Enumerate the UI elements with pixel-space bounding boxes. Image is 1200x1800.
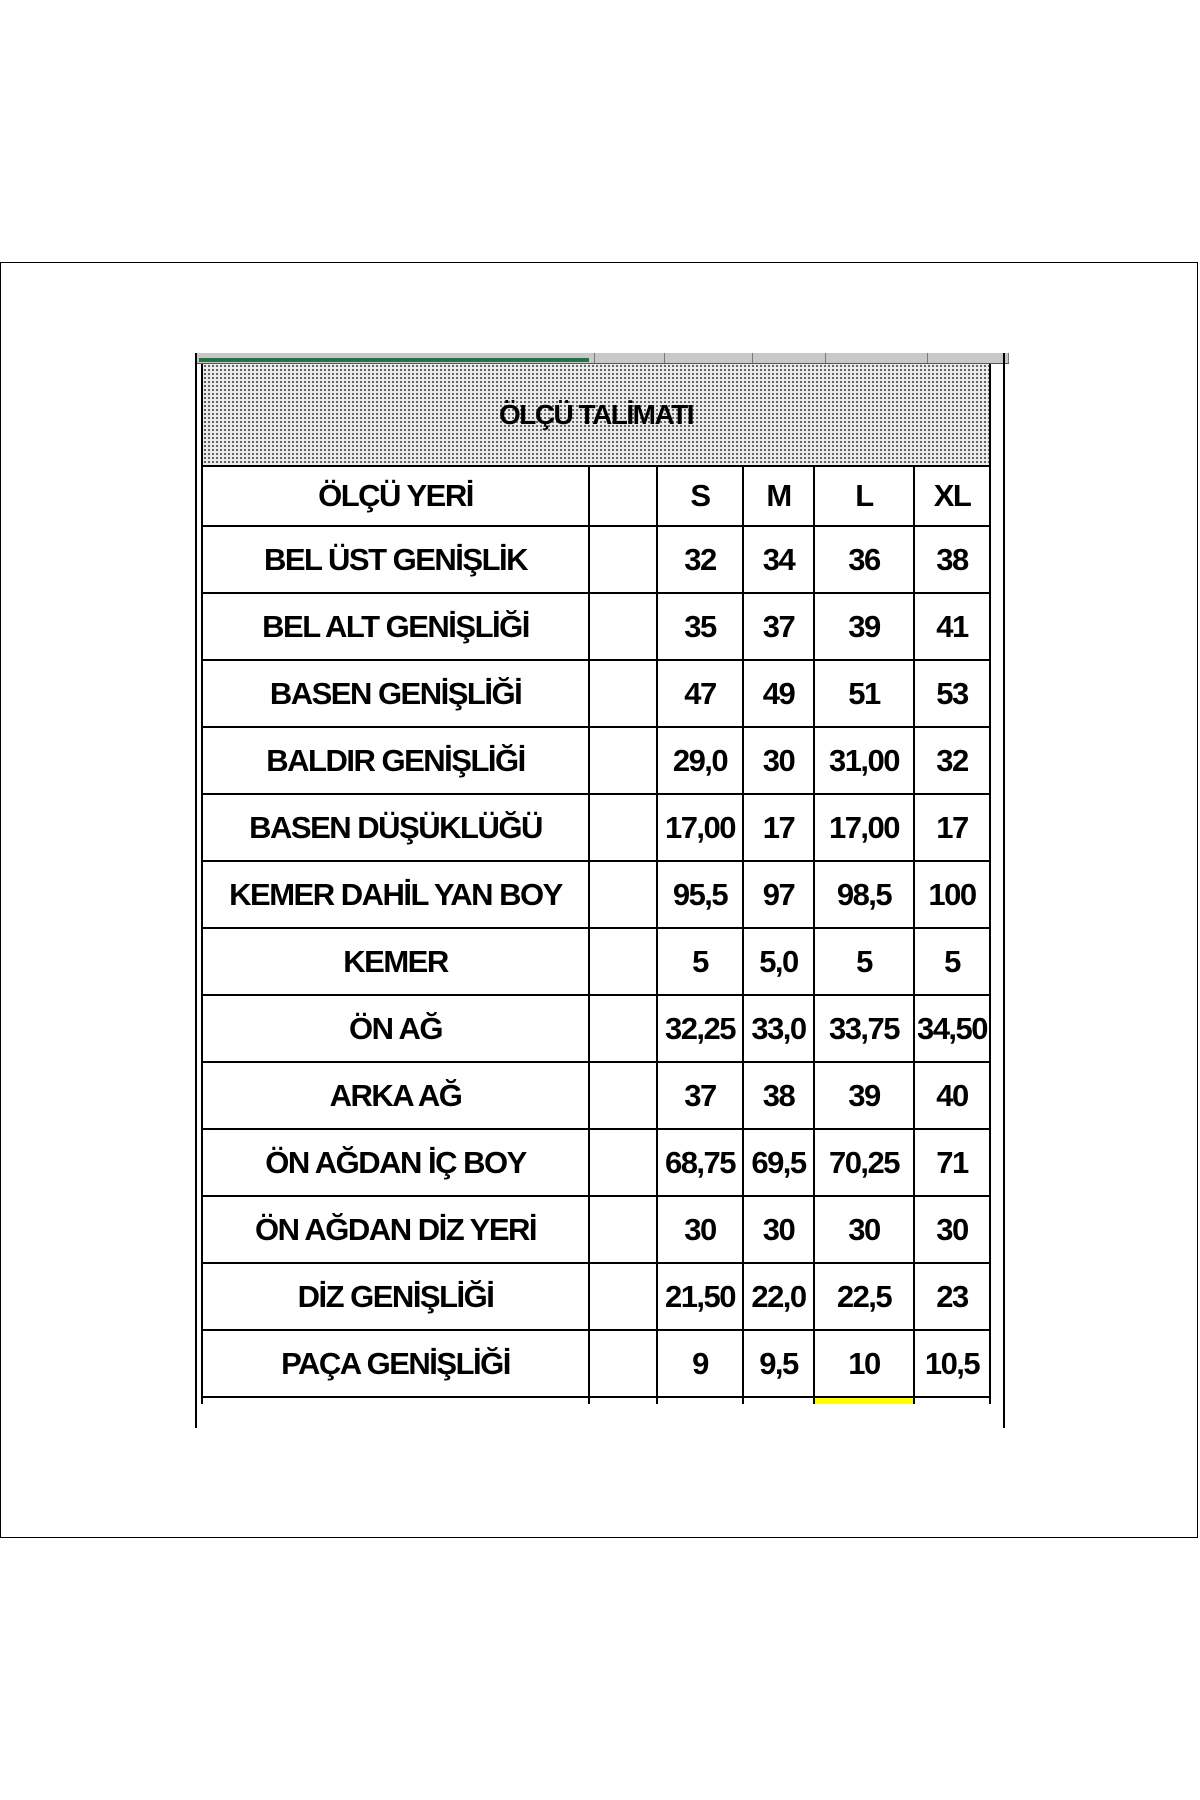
table-row xyxy=(202,1062,990,1129)
value-cell-s[interactable]: 30 xyxy=(657,1196,743,1263)
row-label-cell[interactable]: ÖN AĞDAN DİZ YERİ xyxy=(202,1196,589,1263)
empty-cell[interactable] xyxy=(589,1263,657,1330)
value-cell-xl[interactable]: 53 xyxy=(914,660,990,727)
partial-cell[interactable] xyxy=(589,1397,657,1404)
table-row xyxy=(202,1263,990,1330)
value-cell-m[interactable]: 34 xyxy=(743,526,814,593)
value-cell-m[interactable]: 37 xyxy=(743,593,814,660)
empty-cell[interactable] xyxy=(589,861,657,928)
value-cell-m[interactable]: 33,0 xyxy=(743,995,814,1062)
column-header[interactable] xyxy=(928,353,1009,363)
spreadsheet-view xyxy=(195,353,1009,1428)
value-cell-l[interactable]: 17,00 xyxy=(814,794,914,861)
partial-row xyxy=(202,1397,990,1404)
table-row xyxy=(202,660,990,727)
value-cell-l[interactable]: 39 xyxy=(814,593,914,660)
value-cell-l[interactable]: 70,25 xyxy=(814,1129,914,1196)
table-row xyxy=(202,1330,990,1397)
value-cell-m[interactable]: 30 xyxy=(743,727,814,794)
value-cell-s[interactable]: 32,25 xyxy=(657,995,743,1062)
row-label-cell[interactable]: BALDIR GENİŞLİĞİ xyxy=(202,727,589,794)
row-label-cell[interactable]: ARKA AĞ xyxy=(202,1062,589,1129)
value-cell-l[interactable]: 31,00 xyxy=(814,727,914,794)
column-header-strip xyxy=(195,353,1009,364)
table-row xyxy=(202,1129,990,1196)
partial-cell[interactable] xyxy=(202,1397,589,1404)
row-label-cell[interactable]: ÖN AĞ xyxy=(202,995,589,1062)
value-cell-xl[interactable]: 10,5 xyxy=(914,1330,990,1397)
empty-cell[interactable] xyxy=(589,593,657,660)
value-cell-xl[interactable]: 30 xyxy=(914,1196,990,1263)
row-label-cell[interactable]: BASEN GENİŞLİĞİ xyxy=(202,660,589,727)
value-cell-l[interactable]: 30 xyxy=(814,1196,914,1263)
value-cell-l[interactable]: 36 xyxy=(814,526,914,593)
table-row xyxy=(202,995,990,1062)
value-cell-m[interactable]: 22,0 xyxy=(743,1263,814,1330)
value-cell-l[interactable]: 51 xyxy=(814,660,914,727)
value-cell-s[interactable]: 29,0 xyxy=(657,727,743,794)
empty-cell[interactable] xyxy=(589,995,657,1062)
highlighted-cell[interactable] xyxy=(814,1397,914,1404)
table-title: ÖLÇÜ TALİMATI xyxy=(498,398,694,430)
value-cell-m[interactable]: 38 xyxy=(743,1062,814,1129)
table-row xyxy=(202,1196,990,1263)
header-row xyxy=(202,466,990,526)
value-cell-m[interactable]: 69,5 xyxy=(743,1129,814,1196)
table-row xyxy=(202,861,990,928)
value-cell-s[interactable]: 17,00 xyxy=(657,794,743,861)
row-label-cell[interactable]: DİZ GENİŞLİĞİ xyxy=(202,1263,589,1330)
partial-cell[interactable] xyxy=(914,1397,990,1404)
value-cell-m[interactable]: 9,5 xyxy=(743,1330,814,1397)
value-cell-l[interactable]: 98,5 xyxy=(814,861,914,928)
table-row xyxy=(202,593,990,660)
value-cell-l[interactable]: 22,5 xyxy=(814,1263,914,1330)
header-measurement-cell[interactable]: ÖLÇÜ YERİ xyxy=(202,466,589,526)
row-label-cell[interactable]: PAÇA GENİŞLİĞİ xyxy=(202,1330,589,1397)
header-size-l[interactable]: L xyxy=(814,466,914,526)
value-cell-l[interactable]: 39 xyxy=(814,1062,914,1129)
empty-cell[interactable] xyxy=(589,1196,657,1263)
value-cell-xl[interactable]: 32 xyxy=(914,727,990,794)
empty-cell[interactable] xyxy=(589,526,657,593)
row-label-cell[interactable]: KEMER DAHİL YAN BOY xyxy=(202,861,589,928)
value-cell-s[interactable]: 95,5 xyxy=(657,861,743,928)
value-cell-s[interactable]: 5 xyxy=(657,928,743,995)
column-header[interactable] xyxy=(753,353,826,363)
value-cell-m[interactable]: 17 xyxy=(743,794,814,861)
value-cell-m[interactable]: 97 xyxy=(743,861,814,928)
table-row xyxy=(202,794,990,861)
header-size-m[interactable]: M xyxy=(743,466,814,526)
partial-cell[interactable] xyxy=(743,1397,814,1404)
empty-cell[interactable] xyxy=(589,794,657,861)
column-header[interactable] xyxy=(595,353,665,363)
header-size-xl[interactable]: XL xyxy=(914,466,990,526)
value-cell-xl[interactable]: 23 xyxy=(914,1263,990,1330)
table-row xyxy=(202,727,990,794)
value-cell-xl[interactable]: 41 xyxy=(914,593,990,660)
row-label-cell[interactable]: BEL ÜST GENİŞLİK xyxy=(202,526,589,593)
value-cell-s[interactable]: 68,75 xyxy=(657,1129,743,1196)
value-cell-l[interactable]: 10 xyxy=(814,1330,914,1397)
value-cell-m[interactable]: 5,0 xyxy=(743,928,814,995)
value-cell-s[interactable]: 47 xyxy=(657,660,743,727)
sheet-left-border xyxy=(195,353,197,1428)
value-cell-xl[interactable]: 5 xyxy=(914,928,990,995)
table-row xyxy=(202,526,990,593)
value-cell-s[interactable]: 32 xyxy=(657,526,743,593)
header-size-s[interactable]: S xyxy=(657,466,743,526)
row-label-cell[interactable]: ÖN AĞDAN İÇ BOY xyxy=(202,1129,589,1196)
column-header[interactable] xyxy=(826,353,928,363)
value-cell-xl[interactable]: 40 xyxy=(914,1062,990,1129)
value-cell-s[interactable]: 35 xyxy=(657,593,743,660)
value-cell-xl[interactable]: 100 xyxy=(914,861,990,928)
value-cell-xl[interactable]: 17 xyxy=(914,794,990,861)
empty-cell[interactable] xyxy=(589,1330,657,1397)
column-header[interactable] xyxy=(195,353,595,363)
title-cell[interactable] xyxy=(202,364,990,466)
header-empty-cell[interactable] xyxy=(589,466,657,526)
title-row xyxy=(202,364,990,466)
value-cell-l[interactable]: 5 xyxy=(814,928,914,995)
empty-cell[interactable] xyxy=(589,928,657,995)
value-cell-s[interactable]: 9 xyxy=(657,1330,743,1397)
partial-cell[interactable] xyxy=(657,1397,743,1404)
sheet-right-border xyxy=(1003,353,1005,1428)
table-row xyxy=(202,928,990,995)
value-cell-xl[interactable]: 71 xyxy=(914,1129,990,1196)
value-cell-xl[interactable]: 34,50 xyxy=(914,995,990,1062)
value-cell-m[interactable]: 30 xyxy=(743,1196,814,1263)
column-header[interactable] xyxy=(665,353,753,363)
value-cell-m[interactable]: 49 xyxy=(743,660,814,727)
value-cell-xl[interactable]: 38 xyxy=(914,526,990,593)
empty-cell[interactable] xyxy=(589,660,657,727)
value-cell-l[interactable]: 33,75 xyxy=(814,995,914,1062)
row-label-cell[interactable]: KEMER xyxy=(202,928,589,995)
size-chart-table xyxy=(201,364,991,1404)
empty-cell[interactable] xyxy=(589,1062,657,1129)
value-cell-s[interactable]: 37 xyxy=(657,1062,743,1129)
empty-cell[interactable] xyxy=(589,1129,657,1196)
value-cell-s[interactable]: 21,50 xyxy=(657,1263,743,1330)
row-label-cell[interactable]: BASEN DÜŞÜKLÜĞÜ xyxy=(202,794,589,861)
empty-cell[interactable] xyxy=(589,727,657,794)
row-label-cell[interactable]: BEL ALT GENİŞLİĞİ xyxy=(202,593,589,660)
